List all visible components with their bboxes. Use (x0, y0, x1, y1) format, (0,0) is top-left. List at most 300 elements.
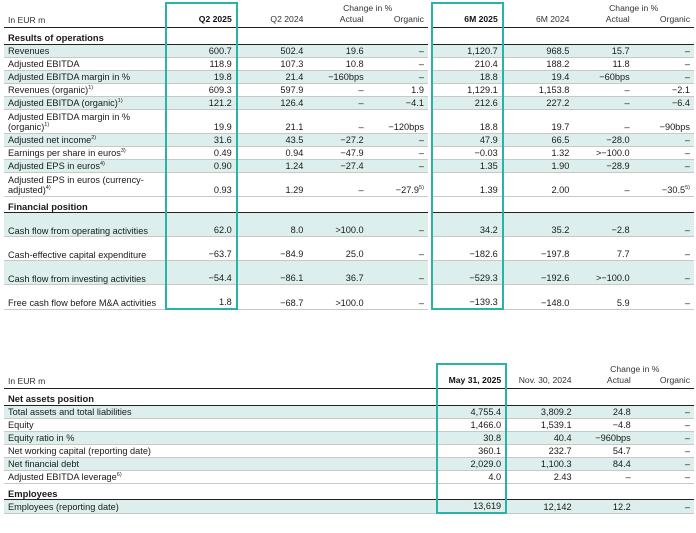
cell-q2-2025: 121.2 (166, 96, 237, 109)
table-row (4, 500, 694, 514)
cell-organic (368, 261, 428, 285)
cell-q2-2025: 600.7 (166, 44, 237, 57)
row-label-text: Adjusted net income (8, 135, 92, 145)
table-row (4, 83, 694, 96)
header-6m-2024: 6M 2024 (503, 14, 574, 28)
cell-6m-2025: −529.3 (432, 261, 503, 285)
cell-organic (368, 159, 428, 172)
cell-6m-2024: 1,153.8 (503, 83, 574, 96)
cell-organic (368, 44, 428, 57)
section-spacer-cell (576, 389, 635, 406)
cell-organic-6m-text: – (684, 273, 690, 283)
cell-6m-2024: 188.2 (503, 57, 574, 70)
cell-6m-2024: 1.32 (503, 146, 574, 159)
cell-organic-6m (634, 285, 694, 310)
section-spacer-cell (506, 389, 575, 406)
cell-organic (368, 96, 428, 109)
cell-q2-2024: 1.24 (237, 159, 308, 172)
balance-table-body (4, 364, 694, 513)
cell-previous: 3,809.2 (506, 405, 575, 418)
cell-organic: – (635, 500, 694, 514)
cell-6m-2024: 35.2 (503, 213, 574, 237)
row-label-text: Employees (reporting date) (8, 502, 119, 512)
row-label (4, 444, 437, 457)
header-actual-right: Actual (573, 14, 633, 28)
results-table-body (4, 3, 694, 309)
cell-organic-6m (634, 261, 694, 285)
header-row (4, 14, 694, 28)
section-header-row (4, 28, 694, 45)
footnote-marker: 5) (685, 184, 690, 191)
cell-actual: – (576, 470, 635, 483)
section-title: Results of operations (4, 28, 166, 45)
table-row (4, 109, 694, 133)
cell-previous: 1,100.3 (506, 457, 575, 470)
section-spacer-cell (166, 196, 237, 213)
table-row (4, 457, 694, 470)
row-label-text: Earnings per share in euros (8, 148, 121, 158)
cell-organic-text: – (418, 58, 424, 69)
row-label (4, 44, 166, 57)
cell-q2-2024: 21.1 (237, 109, 308, 133)
header-actual-left: Actual (307, 14, 367, 28)
cell-organic-6m (634, 133, 694, 146)
footnote-marker: 1) (88, 84, 94, 91)
cell-actual: – (307, 109, 367, 133)
cell-actual-6m: 5.9 (573, 285, 633, 310)
cell-actual-6m: – (573, 83, 633, 96)
table-row (4, 213, 694, 237)
cell-organic-6m-text: – (684, 225, 690, 235)
section-title: Financial position (4, 196, 166, 213)
section-title: Net assets position (4, 389, 437, 406)
row-label (4, 70, 166, 83)
cell-6m-2024: 2.00 (503, 172, 574, 196)
cell-organic-6m-text: – (684, 58, 690, 69)
section-spacer-cell (368, 28, 428, 45)
row-label (4, 470, 437, 483)
cell-q2-2024: 1.29 (237, 172, 308, 196)
cell-6m-2024: 19.7 (503, 109, 574, 133)
row-label (4, 109, 166, 133)
cell-organic-text: – (418, 297, 424, 308)
row-label-text: Net working capital (reporting date) (8, 446, 151, 456)
cell-6m-2024: −197.8 (503, 237, 574, 261)
cell-q2-2025: 0.90 (166, 159, 237, 172)
cell-6m-2024: −192.6 (503, 261, 574, 285)
cell-organic (368, 285, 428, 310)
cell-organic-text: 1.9 (411, 84, 424, 95)
cell-actual-6m: 15.7 (573, 44, 633, 57)
cell-organic-6m-text: – (684, 134, 690, 145)
row-label (4, 285, 166, 310)
header2-actual: Actual (576, 375, 635, 389)
cell-q2-2025: 1.8 (166, 285, 237, 310)
cell-actual-6m: −28.0 (573, 133, 633, 146)
header-q2-2025: Q2 2025 (166, 14, 237, 28)
cell-6m-2025: 18.8 (432, 70, 503, 83)
cell-actual: −27.4 (307, 159, 367, 172)
header-6m-2025-top (432, 3, 503, 14)
section-spacer-cell (368, 196, 428, 213)
table-row (4, 70, 694, 83)
section-spacer-cell (437, 483, 506, 500)
cell-6m-2025: 210.4 (432, 57, 503, 70)
section-spacer-cell (576, 483, 635, 500)
cell-6m-2025: −139.3 (432, 285, 503, 310)
section-spacer-cell (166, 28, 237, 45)
cell-organic-text: – (418, 273, 424, 283)
table-row (4, 285, 694, 310)
cell-q2-2025: −63.7 (166, 237, 237, 261)
section-header-row (4, 483, 694, 500)
section-spacer-cell (506, 483, 575, 500)
footnote-marker: 1) (44, 121, 50, 128)
cell-organic (368, 237, 428, 261)
cell-actual: 25.0 (307, 237, 367, 261)
cell-actual: – (307, 96, 367, 109)
cell-q2-2025: 31.6 (166, 133, 237, 146)
section-spacer-cell (635, 483, 694, 500)
section-spacer-cell (635, 389, 694, 406)
table-row (4, 57, 694, 70)
cell-current: 1,466.0 (437, 418, 506, 431)
cell-q2-2024: 597.9 (237, 83, 308, 96)
cell-q2-2025: 609.3 (166, 83, 237, 96)
section-spacer-cell (634, 28, 694, 45)
table-row (4, 405, 694, 418)
cell-actual-6m: 11.8 (573, 57, 633, 70)
cell-q2-2024: 0.94 (237, 146, 308, 159)
cell-organic: – (635, 470, 694, 483)
cell-q2-2025: 0.49 (166, 146, 237, 159)
cell-actual-6m: – (573, 109, 633, 133)
footnote-marker: 5) (419, 184, 424, 191)
cell-organic: – (635, 457, 694, 470)
cell-organic (368, 172, 428, 196)
cell-organic-6m (634, 57, 694, 70)
cell-actual-6m: – (573, 96, 633, 109)
cell-current: 4,755.4 (437, 405, 506, 418)
footnote-marker: 6) (116, 471, 122, 478)
cell-actual: 10.8 (307, 57, 367, 70)
section-spacer-cell (307, 196, 367, 213)
cell-organic (368, 70, 428, 83)
section-title: Employees (4, 483, 437, 500)
row-label (4, 405, 437, 418)
header-q2-2025-top (166, 3, 237, 14)
footnote-marker: 3) (120, 147, 126, 154)
row-label-text: Cash-effective capital expenditure (8, 249, 147, 260)
cell-organic-text: −27.9 (395, 184, 420, 195)
cell-actual-6m: −60bps (573, 70, 633, 83)
cell-organic (368, 213, 428, 237)
cell-q2-2024: 107.3 (237, 57, 308, 70)
balance-table (4, 363, 694, 514)
table-row (4, 431, 694, 444)
cell-organic-6m-text: – (684, 297, 690, 308)
cell-organic-6m (634, 172, 694, 196)
cell-6m-2025: 1.39 (432, 172, 503, 196)
cell-organic-6m (634, 83, 694, 96)
cell-q2-2024: −86.1 (237, 261, 308, 285)
footnote-marker: 4) (99, 160, 105, 167)
row-label-text: Equity ratio in % (8, 433, 75, 443)
row-label-text: Adjusted EBITDA (8, 59, 80, 69)
row-label (4, 500, 437, 514)
row-label (4, 146, 166, 159)
cell-q2-2025: 118.9 (166, 57, 237, 70)
row-label-text: Revenues (8, 46, 50, 56)
cell-organic: – (635, 444, 694, 457)
cell-q2-2024: 126.4 (237, 96, 308, 109)
cell-6m-2024: 1.90 (503, 159, 574, 172)
cell-current: 2,029.0 (437, 457, 506, 470)
row-label-text: Adjusted EBITDA margin in % (organic) (8, 111, 131, 132)
cell-actual-6m: – (573, 172, 633, 196)
cell-organic-6m (634, 213, 694, 237)
cell-organic-6m (634, 70, 694, 83)
cell-q2-2024: 8.0 (237, 213, 308, 237)
section-spacer-cell (432, 28, 503, 45)
cell-current: 30.8 (437, 431, 506, 444)
cell-organic-text: – (418, 160, 424, 171)
cell-6m-2024: 66.5 (503, 133, 574, 146)
cell-organic (368, 133, 428, 146)
cell-organic-6m (634, 146, 694, 159)
cell-6m-2025: −0.03 (432, 146, 503, 159)
cell-actual-6m: −28.9 (573, 159, 633, 172)
row-label (4, 57, 166, 70)
cell-organic-6m-text: – (684, 249, 690, 259)
row-label-text: Equity (8, 420, 34, 430)
cell-organic-text: −4.1 (405, 97, 424, 108)
cell-q2-2025: 19.8 (166, 70, 237, 83)
row-label (4, 213, 166, 237)
row-label (4, 457, 437, 470)
cell-q2-2024: −68.7 (237, 285, 308, 310)
cell-organic (368, 83, 428, 96)
section-spacer-cell (307, 28, 367, 45)
cell-actual-6m: 7.7 (573, 237, 633, 261)
cell-actual: >100.0 (307, 213, 367, 237)
cell-actual: −4.8 (576, 418, 635, 431)
table-row (4, 159, 694, 172)
header2-change-group: Change in % (610, 364, 660, 374)
cell-organic: – (635, 405, 694, 418)
row-label-text: Adjusted EBITDA leverage (8, 472, 117, 482)
row-label (4, 431, 437, 444)
row-label-text: Adjusted EPS in euros (currency-adjusted) (8, 174, 144, 195)
row-label (4, 83, 166, 96)
header-organic-left: Organic (368, 14, 428, 28)
table-row (4, 96, 694, 109)
cell-q2-2024: 43.5 (237, 133, 308, 146)
cell-organic-text: – (418, 134, 424, 145)
table-row (4, 146, 694, 159)
header-6m-2025: 6M 2025 (432, 14, 503, 28)
section-spacer-cell (634, 196, 694, 213)
cell-organic-text: – (418, 249, 424, 259)
row-label-text: Adjusted EBITDA (organic) (8, 98, 118, 108)
cell-actual: 36.7 (307, 261, 367, 285)
cell-previous: 12,142 (506, 500, 575, 514)
row-label-text: Free cash flow before M&A activities (8, 298, 157, 308)
cell-actual: – (307, 172, 367, 196)
section-spacer-cell (437, 389, 506, 406)
row-label (4, 418, 437, 431)
cell-organic-6m-text: −6.4 (671, 97, 690, 108)
cell-organic-6m (634, 96, 694, 109)
cell-organic-text: – (418, 45, 424, 56)
cell-organic-text: – (418, 147, 424, 158)
header-row-group (4, 3, 694, 14)
table-row (4, 470, 694, 483)
cell-6m-2025: 212.6 (432, 96, 503, 109)
cell-organic-6m-text: −30.5 (661, 184, 686, 195)
cell-actual: −960bps (576, 431, 635, 444)
cell-6m-2025: 1.35 (432, 159, 503, 172)
section-spacer-cell (432, 196, 503, 213)
header-organic-right: Organic (634, 14, 694, 28)
table-row (4, 261, 694, 285)
cell-6m-2025: 1,120.7 (432, 44, 503, 57)
header-current-top (437, 364, 506, 375)
row-label-text: Adjusted EPS in euros (8, 161, 100, 171)
cell-organic-6m-text: −2.1 (671, 84, 690, 95)
cell-current: 13,619 (437, 500, 506, 514)
cell-organic-6m (634, 237, 694, 261)
row-label-text: Adjusted EBITDA margin in % (8, 72, 131, 82)
cell-previous: 2.43 (506, 470, 575, 483)
table-row (4, 418, 694, 431)
cell-organic: – (635, 431, 694, 444)
cell-q2-2024: −84.9 (237, 237, 308, 261)
section-spacer-cell (237, 196, 308, 213)
section-spacer-cell (573, 196, 633, 213)
row-label-text: Revenues (organic) (8, 85, 89, 95)
cell-previous: 232.7 (506, 444, 575, 457)
cell-actual-6m: >−100.0 (573, 261, 633, 285)
cell-organic: – (635, 418, 694, 431)
footnote-marker: 1) (117, 97, 123, 104)
cell-organic (368, 109, 428, 133)
row-label-text: Cash flow from operating activities (8, 225, 148, 236)
row-label (4, 237, 166, 261)
cell-6m-2025: 18.8 (432, 109, 503, 133)
row-label (4, 133, 166, 146)
cell-organic-6m-text: – (684, 160, 690, 171)
unit-label: In EUR m (4, 14, 166, 28)
cell-q2-2025: 19.9 (166, 109, 237, 133)
header-previous-date: Nov. 30, 2024 (506, 375, 575, 389)
cell-actual: 19.6 (307, 44, 367, 57)
cell-current: 360.1 (437, 444, 506, 457)
cell-actual: – (307, 83, 367, 96)
table-row (4, 44, 694, 57)
row-label (4, 96, 166, 109)
cell-actual: 24.8 (576, 405, 635, 418)
header2-organic: Organic (635, 375, 694, 389)
table-row (4, 133, 694, 146)
cell-6m-2024: 227.2 (503, 96, 574, 109)
row-label (4, 159, 166, 172)
cell-q2-2025: −54.4 (166, 261, 237, 285)
cell-6m-2025: −182.6 (432, 237, 503, 261)
cell-actual: 12.2 (576, 500, 635, 514)
cell-organic-6m-text: −90bps (659, 121, 690, 132)
cell-6m-2024: 968.5 (503, 44, 574, 57)
cell-actual: −27.2 (307, 133, 367, 146)
section-spacer-cell (503, 28, 574, 45)
table-row (4, 237, 694, 261)
cell-actual: −160bps (307, 70, 367, 83)
header2-row (4, 375, 694, 389)
header-change-group-right: Change in % (609, 3, 659, 13)
row-label-text: Cash flow from investing activities (8, 273, 146, 284)
cell-6m-2025: 34.2 (432, 213, 503, 237)
cell-organic-text: −120bps (388, 121, 424, 132)
row-label (4, 261, 166, 285)
cell-organic-6m-text: – (684, 71, 690, 82)
section-spacer-cell (503, 196, 574, 213)
cell-current: 4.0 (437, 470, 506, 483)
cell-organic-6m-text: – (684, 147, 690, 158)
cell-actual: 84.4 (576, 457, 635, 470)
cell-previous: 40.4 (506, 431, 575, 444)
results-table (4, 2, 694, 310)
cell-6m-2024: 19.4 (503, 70, 574, 83)
footnote-marker: 2) (91, 134, 97, 141)
section-header-row (4, 196, 694, 213)
table-row (4, 444, 694, 457)
cell-organic-6m (634, 44, 694, 57)
cell-actual-6m: >−100.0 (573, 146, 633, 159)
cell-organic-text: – (418, 225, 424, 235)
cell-q2-2024: 502.4 (237, 44, 308, 57)
cell-previous: 1,539.1 (506, 418, 575, 431)
cell-6m-2025: 1,129.1 (432, 83, 503, 96)
cell-organic-6m (634, 109, 694, 133)
section-header-row (4, 389, 694, 406)
cell-q2-2024: 21.4 (237, 70, 308, 83)
cell-organic-6m-text: – (684, 45, 690, 56)
section-spacer-cell (237, 28, 308, 45)
header2-row-group (4, 364, 694, 375)
row-label-text: Net financial debt (8, 459, 79, 469)
cell-q2-2025: 0.93 (166, 172, 237, 196)
table-row (4, 172, 694, 196)
row-label (4, 172, 166, 196)
header-q2-2024: Q2 2024 (237, 14, 308, 28)
footnote-marker: 4) (45, 184, 51, 191)
cell-actual: −47.9 (307, 146, 367, 159)
header-current-date: May 31, 2025 (437, 375, 506, 389)
header-change-group-left: Change in % (343, 3, 393, 13)
cell-actual: >100.0 (307, 285, 367, 310)
section-spacer-cell (573, 28, 633, 45)
cell-actual: 54.7 (576, 444, 635, 457)
row-label-text: Total assets and total liabilities (8, 407, 132, 417)
cell-organic-6m (634, 159, 694, 172)
cell-organic (368, 57, 428, 70)
cell-organic (368, 146, 428, 159)
unit-label-2: In EUR m (4, 375, 437, 389)
cell-6m-2024: −148.0 (503, 285, 574, 310)
cell-organic-text: – (418, 71, 424, 82)
cell-6m-2025: 47.9 (432, 133, 503, 146)
cell-actual-6m: −2.8 (573, 213, 633, 237)
